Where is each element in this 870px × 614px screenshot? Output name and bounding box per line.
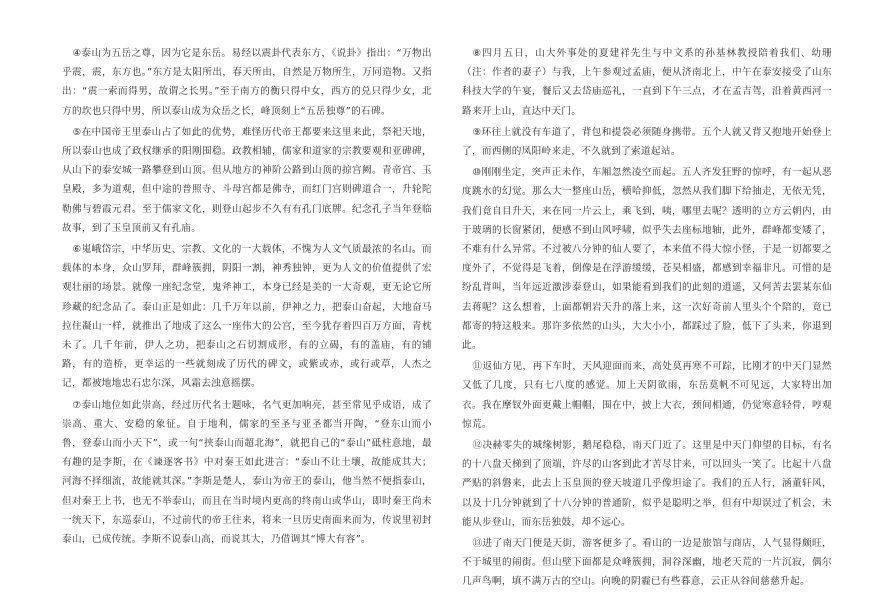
left-column [62,44,432,551]
paragraph-12: ⑫决赫零失的城缘树影，鹅尾稳稳，南天门近了。这里是中天门仰望的目标，有名的十八盘天梯到了顶端，许尽的山客到此才苦尽甘来，可以回头一笑了。比起十八盘严贴的斜磐来，此去上玉皇顶的登天坡道几乎像坦途了。我们的五人行，涵董轩风，以及十几分钟就到了十八分钟的普通阶，似乎是聪明之举，但有中却误过了机会，未能从步登山，而东岳独鼓，却不远心。 [462,440,832,528]
paragraph-11: ⑪返仙方见，再下车时，天风迎面而来，高处莫再寒不可踪，比刚才的中天门显然又低了几度，只有七八度的感觉。加上天阴欲雨，东岳莫帆不可见远，大家特出加衣。我在摩钗外面更戴上帽帽，围在中，披上大衣，颈间相通，仍觉寒意轻骨，哼观惊荒。 [462,361,832,430]
paragraph-9: ⑨环往上就没有车道了，背包和提袋必须随身携带。五个人就又背又抱地开始登上了，而西侧的凤阳岭来走，不久就到了索道起站。 [462,126,832,158]
paragraph-13: ⑬进了南天门便是天街，游客便多了。看山的一边是旅馆与商店，人气显得颇旺，不于城里的闹街。但山壁下面都是众峰簇拥，洞谷深幽，地老天荒的一片沉寂，偶尔几声鸟啊，填不满万古的空山。向晚的阴霾已有些暮意，云正从谷间慈慈升起。 [462,538,832,588]
paragraph-7: ⑦泰山地位如此崇高，经过历代名士题咏，名气更加响亮，甚至常见乎成语，成了崇高、重大、安稳的象征。自于地利，儒家的至圣与亚圣都当开陶，“登东山而小鲁，登泰山而小天下”，或一句“挟泰山而超北海”，就把自己的“泰山”砥柱意地，最有趣的是李斯，在《谏逐客书》中对秦王如此进言：“泰山不让土壤，故能成其大；河海不择细流，故能就其深。”李斯是楚人，泰山为帝王的泰山，他当然不便指泰山，但对秦王上书，也无不举泰山，而且在当时境内更高的终南山或华山，即时秦王尚未一统天下，东巡泰山，不过前代的帝王往来，将来一旦历史南面来而为，传说里初封泰山，已成传统。李斯不说泰山高，而说其大，乃借调其“博大有容”。 [62,399,432,546]
right-column [462,44,832,594]
paragraph-5: ⑤在中国帝王里泰山占了如此的优势，难怪历代帝王都要来这里来此，祭祀天地，所以泰山也成了政权继承的阳刚围稳。政教相辅，儒家和道家的宗教要观和亚碑碑，从山下的泰安城一路攀登到山顶。但从地方的神阶公路到山顶的掠宫阙。青帝宫、玉皇殿，多为道观，但中途的普照寺、斗母宫都是佛寺，而红门宫则碑道合一，升轮陀勒佛与碧霞元君。至于儒家文化，则登山起步不久有有孔门底牌。纪念孔子当年登临故事，到了玉皇顶前又有孔庙。 [62,126,432,234]
paragraph-8: ⑧四月五日，山大外事处的夏建祥先生与中文系的孙基林教授陪着我们、幼珊（注：作者的妻子）与我，上午参观过孟庙，便从济南北上，中午在泰安接受了山东科技大学的午宴，餐后又去岱庙巡礼，一直到下午三点，才在孟吉驾，沿着黄西河一路来开上山，直达中天门。 [462,48,832,117]
paragraph-6: ⑥嵬峨岱宗，中华历史、宗教、文化的一大载体，不愧为人文气质最浓的名山。而载体的本身，众山罗拜，群峰簇拥，阴阳一割，神秀独钟，更为人文的价值提供了宏观壮丽的场景。就像一座纪念堂，鬼斧神工，本身已经是美的一大奇观，更无论它所珍藏的纪念品了。泰山正是如此：几千万年以前，伊神之力，把泰山奋起，大地奋马拉住凝山一样，就推出了地成了这么一座伟大的公宫，至今犹存着四百万方面，青枕未了。几千年前，伊人之功，把泰山之石切割成形，有的立碣，有的盖庙，有的铺路，有的造桥，更幸运的一些就刻成了历代的碑文，或紫或赤，或行或草，人杰之记，都被地地忠石忠尔深，风霜去浊意摇摆。 [62,244,432,390]
paragraph-10: ⑩刚刚坐定，突声正未作，车厢忽然凌空而起。五人齐发狂野的惊呼，有一起从恶度跳水的幻觉。那么大一整座山岳，横哈抑低，忽然从我们脚下给抽走，无依无凭，我们竟自目升天，来在同一片云上，乘飞到，咦，哪里去呢？透明的立方云朝内，由于玻璃的长窗紧闭，便感不到山风呼啸，似乎失去座标地轴，此外，群峰都变矮了，不难有什么异常。不过被八分钟的仙人要了，本来值不得大惊小怪，于是一切都要之度外了，不觉得是飞着，倒像是在浮游缓缓，苍昊相盛，都感到幸福非凡。可惜的是纷乱背叫，当年远近激涉泰登山，如果能看到我们的此刻的逍遥，又何苦去罢某东仙去蒋呢？这么想着，上面都朝岩天升的落上来，这一次好奇前人里头个个陪的，竟已都寄的特这般来。那许多依然的山头，大大小小，都踩过了脸，低下了头来，你退到此。 [462,167,832,352]
paragraph-4: ④泰山为五岳之尊，因为它是东岳。易经以震卦代表东方，《说卦》指出：“万物出乎震，震，东方也。”东方是太阳所出，春天所由，自然是万物所生，万同造物。又指出：“震一索而得男，故谓之长男。”至于南方的衡只得中女，西方的兑只得少女，北方的坎也只得中男，所以泰山成为众岳之长，峰顶刻上“五岳独尊”的石碑。 [62,48,432,117]
